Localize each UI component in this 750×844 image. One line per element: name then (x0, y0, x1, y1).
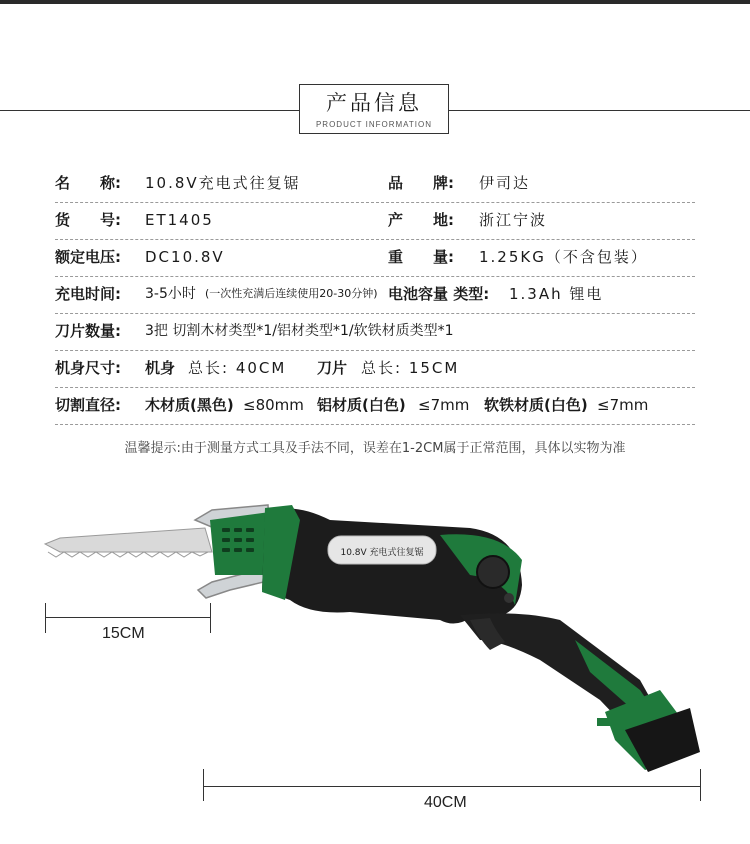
measurement-note: 温馨提示:由于测量方式工具及手法不同，误差在1-2CM属于正常范围，具体以实物为准 (124, 441, 626, 456)
origin-label: 产 地: (388, 211, 454, 229)
cut-wood-label: 木材质(黑色) (145, 396, 234, 414)
weight-label: 重 量: (388, 248, 454, 266)
size-blade-label: 刀片 (317, 359, 348, 377)
total-dim-label: 40CM (424, 794, 467, 811)
saw-blade (45, 528, 212, 552)
total-dim-tick-left (203, 769, 204, 801)
total-dim-tick-right (700, 769, 701, 801)
section-subtitle: PRODUCT INFORMATION (315, 120, 433, 129)
cut-iron-label: 软铁材质(白色) (484, 396, 588, 414)
origin-value: 浙江宁波 (479, 211, 548, 229)
vent-slots (222, 528, 254, 552)
badge-text: 10.8V 充电式往复锯 (340, 548, 424, 558)
name-label: 名 称: (55, 174, 121, 192)
weight-value: 1.25KG（不含包装） (479, 248, 648, 266)
battery-value: 1.3Ah 锂电 (509, 285, 604, 303)
blade-dim-line (45, 617, 211, 618)
brand-label: 品 牌: (388, 174, 454, 192)
voltage-label: 额定电压: (55, 248, 121, 266)
charge-time-note: (一次性充满后连续使用20-30分钟) (205, 287, 378, 300)
size-blade-value: 总长: 15CM (361, 359, 460, 377)
voltage-value: DC10.8V (145, 248, 225, 266)
charge-time-value: 3-5小时 (145, 286, 196, 302)
battery-label: 电池容量 类型: (388, 285, 490, 303)
model-label: 货 号: (55, 211, 121, 229)
blades-value: 3把 切割木材类型*1/铝材类型*1/软铁材质类型*1 (145, 323, 454, 339)
size-body-value: 总长: 40CM (188, 359, 287, 377)
blade-dim-tick-right (210, 603, 211, 633)
cut-alu-label: 铝材质(白色) (317, 396, 406, 414)
brand-value: 伊司达 (479, 174, 531, 192)
model-value: ET1405 (145, 211, 214, 229)
blade-dim-tick-left (45, 603, 46, 633)
vent-dial (477, 556, 509, 588)
blade-dim-label: 15CM (102, 625, 145, 642)
size-label: 机身尺寸: (55, 359, 121, 377)
blades-label: 刀片数量: (55, 322, 121, 340)
charge-time-label: 充电时间: (55, 285, 121, 303)
total-dim-line (203, 786, 701, 787)
blade-teeth (48, 552, 208, 557)
section-title: 产品信息 (326, 91, 422, 115)
cut-iron-value: ≤7mm (597, 396, 649, 414)
cut-alu-value: ≤7mm (418, 396, 470, 414)
cut-label: 切割直径: (55, 396, 121, 414)
cut-wood-value: ≤80mm (243, 396, 304, 414)
name-value: 10.8V充电式往复锯 (145, 174, 301, 192)
size-body-label: 机身 (145, 359, 176, 377)
